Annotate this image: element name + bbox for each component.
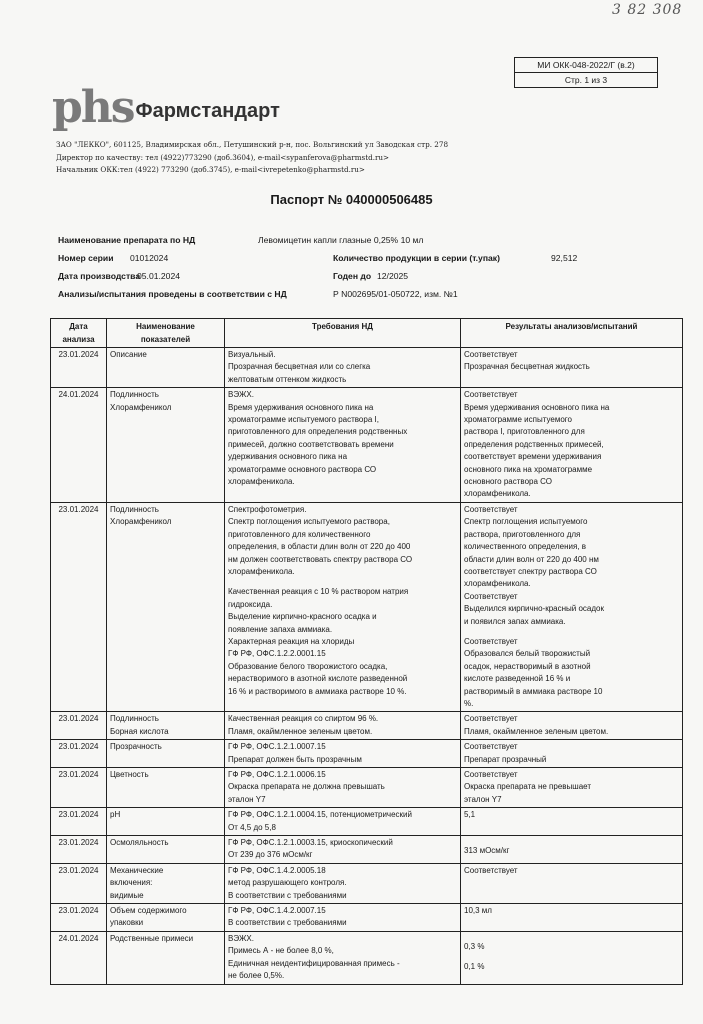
table-row (51, 836, 683, 864)
requirement-cell-line: Примесь А - не более 8,0 %, (228, 946, 334, 956)
result-cell (461, 931, 683, 984)
requirement-cell-line: удерживания основного пика на (228, 452, 348, 462)
requirement-cell-line: Препарат должен быть прозрачным (228, 754, 362, 764)
analysis-date-cell: 23.01.2024 (51, 348, 107, 388)
requirement-cell-line: приготовленного для количественного (228, 529, 371, 539)
series-label: Номер серии (58, 253, 114, 263)
company-contacts (56, 139, 448, 177)
header-results: Результаты анализов/испытаний (461, 319, 683, 348)
table-row (51, 931, 683, 984)
requirement-cell (225, 740, 461, 768)
indicator-name-cell-line: Подлинность (110, 390, 159, 400)
result-cell-line: соответствует времени удерживания (464, 452, 602, 462)
result-cell-line: Время удерживания основного пика на (464, 402, 610, 412)
indicator-name-cell-line: Объем содержимого (110, 906, 187, 916)
tests-basis-value: Р N002695/01-050722, изм. №1 (333, 289, 458, 299)
results-table (50, 318, 683, 985)
result-cell (461, 712, 683, 740)
requirement-cell-line: ГФ РФ, ОФС.1.4.2.0007.15 (228, 906, 326, 916)
requirement-cell-line: Спектрофотометрия. (228, 504, 307, 514)
analysis-date-cell: 23.01.2024 (51, 836, 107, 864)
requirement-cell-line: В соответствии с требованиями (228, 890, 347, 900)
requirement-cell-line (228, 578, 457, 586)
result-cell-line: Прозрачная бесцветная жидкость (464, 362, 590, 372)
result-cell-line: Соответствует (464, 742, 518, 752)
indicator-name-cell-line: Прозрачность (110, 742, 162, 752)
requirement-cell-line: эталон Y7 (228, 794, 266, 804)
requirement-cell-line: хлорамфеникола. (228, 477, 295, 487)
requirement-cell-line: Спектр поглощения испытуемого раствора, (228, 517, 390, 527)
handwritten-registration-number: 3 82 308 (612, 2, 683, 18)
result-cell-line: хроматограмме испытуемого (464, 415, 572, 425)
result-cell-line: области длин волн от 220 до 400 нм (464, 554, 599, 564)
table-row (51, 712, 683, 740)
indicator-name-cell-line: Родственные примеси (110, 933, 194, 943)
tests-basis-label: Анализы/испытания проведены в соответствии с НД (58, 289, 287, 299)
requirement-cell-line: приготовленного для определения родственных (228, 427, 408, 437)
result-cell-line: 5,1 (464, 810, 476, 820)
indicator-name-cell (107, 348, 225, 388)
indicator-name-cell-line: Подлинность (110, 504, 159, 514)
requirement-cell-line: Единичная неидентифицированная примесь - (228, 958, 400, 968)
indicator-name-cell-line: Подлинность (110, 714, 159, 724)
requirement-cell-line: ГФ РФ, ОФС.1.2.1.0003.15, криоскопический (228, 838, 393, 848)
result-cell-line: и появился запах аммиака. (464, 616, 566, 626)
result-cell (461, 388, 683, 503)
indicator-name-cell (107, 712, 225, 740)
table-header-row (51, 319, 683, 348)
result-cell (461, 502, 683, 712)
result-cell-line: Образовался белый творожистый (464, 649, 591, 659)
drug-name-value: Левомицетин капли глазные 0,25% 10 мл (258, 235, 424, 245)
requirement-cell-line: гидроксида. (228, 599, 273, 609)
table-row (51, 502, 683, 712)
result-cell-line: %. (464, 698, 474, 708)
indicator-name-cell-line: упаковки (110, 918, 144, 928)
page-title: Паспорт № 040000506485 (270, 192, 433, 207)
table-row (51, 863, 683, 903)
result-cell (461, 768, 683, 808)
requirement-cell-line: Образование белого творожистого осадка, (228, 661, 388, 671)
drug-name-label: Наименование препарата по НД (58, 235, 196, 245)
requirement-cell-line: ВЭЖХ. (228, 390, 254, 400)
requirement-cell-line: Качественная реакция со спиртом 96 %. (228, 714, 379, 724)
requirement-cell-line: Характерная реакция на хлориды (228, 636, 355, 646)
okk-head-contact: Начальник ОКК:тел (4922) 773290 (доб.3745), e-mail<ivrepetenko@pharmstd.ru> (56, 165, 365, 174)
table-row (51, 740, 683, 768)
result-cell (461, 863, 683, 903)
result-cell-line: раствора, приготовленного для (464, 529, 581, 539)
result-cell-line: кислоте разведенной 16 % и (464, 674, 571, 684)
requirement-cell-line: ВЭЖХ. (228, 933, 254, 943)
requirement-cell (225, 388, 461, 503)
indicator-name-cell-line: Хлорамфеникол (110, 402, 172, 412)
requirement-cell-line: Прозрачная бесцветная или со слегка (228, 362, 371, 372)
indicator-name-cell (107, 863, 225, 903)
page-counter: Стр. 1 из 3 (515, 72, 657, 87)
indicator-name-cell-line: Борная кислота (110, 726, 169, 736)
logo-mark: phs (52, 82, 134, 133)
result-cell-line: хлорамфеникола. (464, 489, 531, 499)
requirement-cell (225, 808, 461, 836)
table-row (51, 768, 683, 808)
table-row (51, 808, 683, 836)
indicator-name-cell-line: Цветность (110, 770, 149, 779)
table-row (51, 388, 683, 503)
indicator-name-cell-line: Осмоляльность (110, 838, 169, 848)
result-cell-line: осадок, нерастворимый в азотной (464, 661, 591, 671)
result-cell-line: Соответствует (464, 591, 518, 601)
requirement-cell-line: нерастворимого в азотной кислоте разведенной (228, 674, 408, 684)
indicator-name-cell (107, 808, 225, 836)
result-cell-line: основного раствора СО (464, 477, 552, 487)
requirement-cell-line: 16 % и растворимого в аммиака растворе 10 %. (228, 686, 407, 696)
result-cell-line: соответствует спектру раствора СО (464, 566, 597, 576)
requirement-cell-line: Окраска препарата не должна превышать (228, 782, 385, 792)
indicator-name-cell-line: pH (110, 810, 121, 820)
requirement-cell-line: Выделение кирпично-красного осадка и (228, 612, 377, 622)
result-cell-line (464, 628, 679, 636)
requirement-cell (225, 931, 461, 984)
requirement-cell-line: Визуальный. (228, 350, 276, 359)
requirement-cell-line: ГФ РФ, ОФС.1.2.1.0007.15 (228, 742, 326, 752)
requirement-cell (225, 502, 461, 712)
requirement-cell-line: хроматограмме основного раствора СО (228, 464, 377, 474)
result-cell-line: основного пика на хроматограмме (464, 464, 593, 474)
indicator-name-cell (107, 388, 225, 503)
result-cell-line: эталон Y7 (464, 794, 502, 804)
header-indicator-name: Наименование показателей (107, 319, 225, 348)
header-date: Дата анализа (51, 319, 107, 348)
indicator-name-cell (107, 931, 225, 984)
result-cell-line: Окраска препарата не превышает (464, 782, 591, 792)
indicator-name-cell-line: включения: (110, 878, 153, 888)
requirement-cell-line: не более 0,5%. (228, 971, 285, 981)
analysis-date-cell: 23.01.2024 (51, 712, 107, 740)
result-cell (461, 740, 683, 768)
production-date-value: 05.01.2024 (137, 271, 181, 281)
analysis-date-cell: 23.01.2024 (51, 863, 107, 903)
indicator-name-cell (107, 836, 225, 864)
result-cell-line: количественного определения, в (464, 542, 586, 552)
quantity-label: Количество продукции в серии (т.упак) (333, 253, 500, 263)
result-cell (461, 808, 683, 836)
series-value: 01012024 (130, 253, 169, 263)
logo-name: Фармстандарт (135, 99, 280, 122)
table-row (51, 904, 683, 932)
result-cell-line: Соответствует (464, 714, 518, 724)
requirement-cell-line: хроматограмме испытуемого раствора I, (228, 415, 379, 425)
result-cell-line: определения родственных примесей, (464, 439, 604, 449)
table-row (51, 348, 683, 388)
production-date-label: Дата производства (58, 271, 141, 281)
requirement-cell (225, 768, 461, 808)
result-cell-line: Спектр поглощения испытуемого (464, 517, 588, 527)
result-cell-line: 10,3 мл (464, 906, 492, 916)
requirement-cell-line: Время удерживания основного пика на (228, 402, 374, 412)
requirement-cell-line: определения, в области длин волн от 220 до 400 (228, 542, 411, 552)
requirement-cell-line: метод разрушающего контроля. (228, 878, 347, 888)
indicator-name-cell (107, 502, 225, 712)
result-cell-line: Выделился кирпично-красный осадок (464, 604, 604, 614)
result-cell-line: раствора I, приготовленного для (464, 427, 585, 437)
expiry-value: 12/2025 (377, 271, 409, 281)
result-cell-line: Соответствует (464, 636, 518, 646)
requirement-cell (225, 863, 461, 903)
requirement-cell-line: ГФ РФ, ОФС.1.2.1.0006.15 (228, 770, 326, 779)
indicator-name-cell-line: видимые (110, 890, 144, 900)
result-cell-line: 313 мОсм/кг (464, 846, 510, 856)
result-cell-line (464, 837, 679, 845)
indicator-name-cell-line: Описание (110, 350, 147, 359)
requirement-cell-line: От 239 до 376 мОсм/кг (228, 850, 313, 860)
expiry-label: Годен до (333, 271, 372, 281)
company-address: ЗАО "ЛЕККО", 601125, Владимирская обл., Петушинский р-н, пос. Вольгинский ул Заводская стр. 278 (56, 140, 449, 149)
requirement-cell-line: желтоватым оттенком жидкость (228, 374, 347, 384)
requirement-cell-line: ГФ РФ, ОФС.1.4.2.0005.18 (228, 865, 326, 875)
indicator-name-cell (107, 768, 225, 808)
requirement-cell-line: примесей, должно соответствовать времени (228, 439, 394, 449)
requirement-cell-line: появление запаха аммиака. (228, 624, 333, 634)
analysis-date-cell: 23.01.2024 (51, 502, 107, 712)
requirement-cell (225, 348, 461, 388)
requirement-cell (225, 836, 461, 864)
indicator-name-cell-line: Механические (110, 865, 164, 875)
indicator-name-cell (107, 740, 225, 768)
result-cell-line: Соответствует (464, 504, 518, 514)
requirement-cell-line: Пламя, окаймленное зеленым цветом. (228, 726, 373, 736)
analysis-date-cell: 24.01.2024 (51, 388, 107, 503)
quality-director-contact: Директор по качеству: тел (4922)773290 (доб.3604), e-mail<sypanferova@pharmstd.ru> (56, 152, 390, 162)
analysis-date-cell: 24.01.2024 (51, 931, 107, 984)
header-requirements: Требования НД (225, 319, 461, 348)
result-cell (461, 836, 683, 864)
indicator-name-cell-line: Хлорамфеникол (110, 517, 172, 527)
document-code: МИ ОКК-048-2022/Г (в.2) (537, 60, 635, 70)
requirement-cell-line: нм должен соответствовать спектру раствора СО (228, 554, 413, 564)
analysis-date-cell: 23.01.2024 (51, 808, 107, 836)
result-cell-line: растворимый в аммиака растворе 10 (464, 686, 603, 696)
result-cell (461, 904, 683, 932)
company-logo (52, 82, 280, 133)
requirement-cell-line: ГФ РФ, ОФС.1.2.1.0004.15, потенциометрический (228, 810, 412, 820)
result-cell-line: Соответствует (464, 350, 518, 359)
requirement-cell-line: ГФ РФ, ОФС.1.2.2.0001.15 (228, 649, 326, 659)
result-cell-line: 0,3 % (464, 941, 485, 951)
result-cell-line (464, 953, 679, 961)
result-cell-line: Соответствует (464, 770, 518, 779)
quantity-value: 92,512 (551, 253, 578, 263)
result-cell-line: Пламя, окаймленное зеленым цветом. (464, 726, 609, 736)
result-cell-line: Соответствует (464, 390, 518, 400)
analysis-date-cell: 23.01.2024 (51, 768, 107, 808)
result-cell-line: 0,1 % (464, 962, 485, 972)
document-code-box (514, 57, 658, 88)
indicator-name-cell (107, 904, 225, 932)
result-cell-line (464, 933, 679, 941)
analysis-date-cell: 23.01.2024 (51, 740, 107, 768)
analysis-date-cell: 23.01.2024 (51, 904, 107, 932)
result-cell-line: Препарат прозрачный (464, 754, 547, 764)
result-cell-line: Соответствует (464, 865, 518, 875)
requirement-cell (225, 904, 461, 932)
requirement-cell-line: От 4,5 до 5,8 (228, 822, 276, 832)
requirement-cell-line: В соответствии с требованиями (228, 918, 347, 928)
requirement-cell (225, 712, 461, 740)
requirement-cell-line: хлорамфеникола. (228, 566, 295, 576)
result-cell-line: хлорамфеникола. (464, 579, 531, 589)
result-cell (461, 348, 683, 388)
requirement-cell-line: Качественная реакция с 10 % раствором натрия (228, 587, 409, 597)
